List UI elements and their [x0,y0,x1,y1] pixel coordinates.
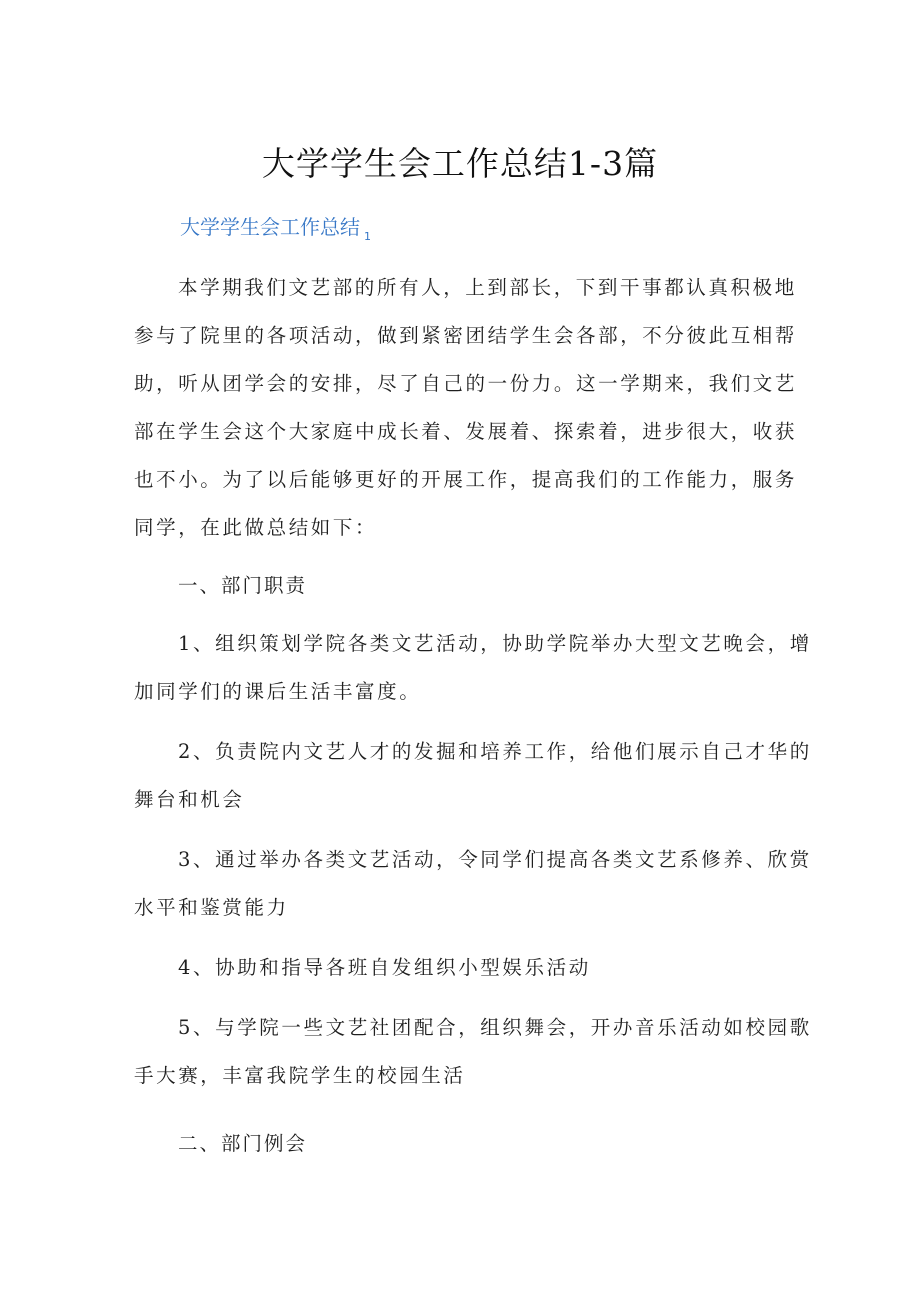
paragraph-line: 参与了院里的各项活动，做到紧密团结学生会各部，不分彼此互相帮 [134,324,798,347]
subtitle-link[interactable] [180,212,371,252]
document-title: 大学学生会工作总结1-3篇 [261,144,659,183]
item-line: 2、负责院内文艺人才的发掘和培养工作，给他们展示自己才华的 [178,740,812,763]
paragraph-line: 助，听从团学会的安排，尽了自己的一份力。这一学期来，我们文艺 [134,372,798,395]
item-line: 手大赛，丰富我院学生的校园生活 [134,1064,466,1087]
item-line: 5、与学院一些文艺社团配合，组织舞会，开办音乐活动如校园歌 [178,1016,812,1039]
item-line: 水平和鉴赏能力 [134,896,289,919]
item-line: 4、协助和指导各班自发组织小型娱乐活动 [178,956,591,979]
duty-item-3 [134,836,812,932]
duty-item-5 [134,1004,812,1100]
item-line: 1、组织策划学院各类文艺活动，协助学院举办大型文艺晚会，增 [178,632,812,655]
subtitle-text: 大学学生会工作总结 [180,215,360,239]
paragraph-line: 部在学生会这个大家庭中成长着、发展着、探索着，进步很大，收获 [134,420,798,443]
paragraph-line: 本学期我们文艺部的所有人，上到部长，下到干事都认真积极地 [178,276,797,299]
item-line: 3、通过举办各类文艺活动，令同学们提高各类文艺系修养、欣赏 [178,848,812,871]
duty-item-1 [134,620,812,716]
intro-paragraph [134,264,798,552]
subtitle-mark: 1 [364,230,371,243]
duty-item-2 [134,728,812,824]
duty-item-4 [134,944,794,992]
paragraph-line: 也不小。为了以后能够更好的开展工作，提高我们的工作能力，服务 [134,468,798,491]
section-heading-meetings: 二、部门例会 [178,1132,308,1155]
item-line: 舞台和机会 [134,788,245,811]
item-line: 加同学们的课后生活丰富度。 [134,680,422,703]
paragraph-line: 同学，在此做总结如下： [134,516,378,539]
section-heading-duties: 一、部门职责 [178,574,308,597]
